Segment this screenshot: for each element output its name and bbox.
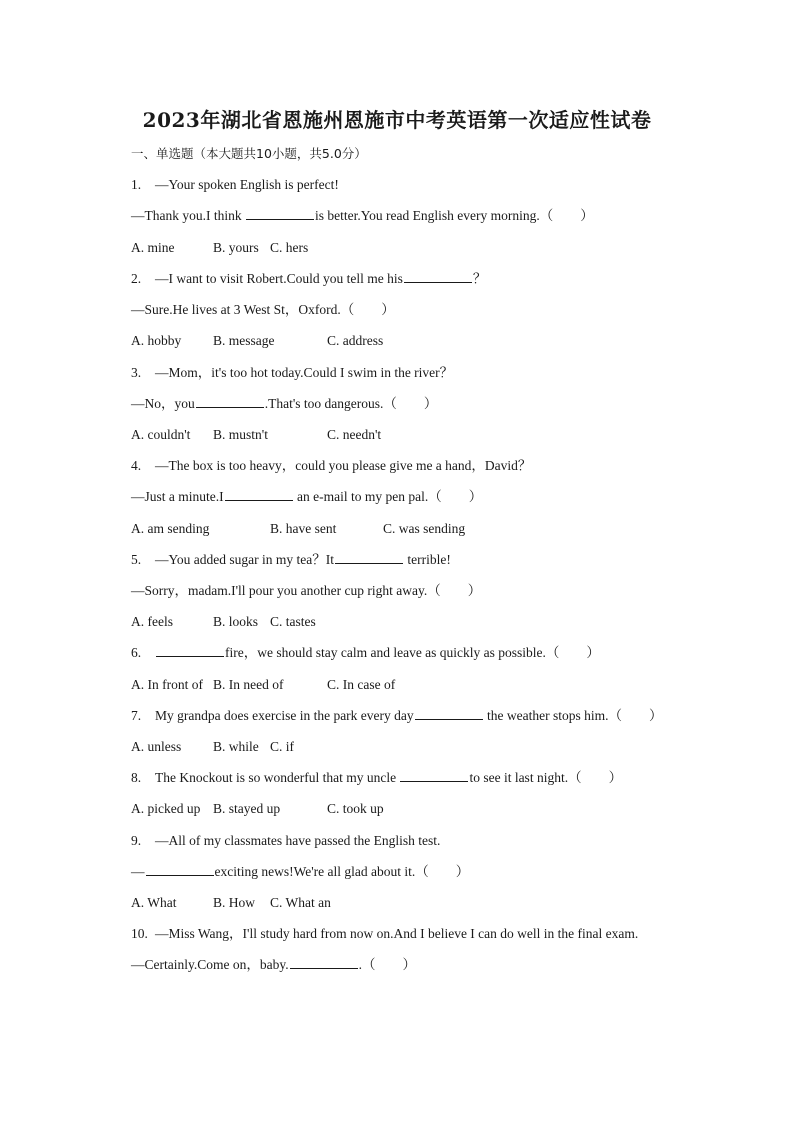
option-a[interactable]: A. couldn't <box>131 427 191 442</box>
option-b[interactable]: B. while <box>213 739 259 754</box>
option-b[interactable]: B. mustn't <box>213 427 268 442</box>
answer-blank[interactable] <box>404 270 472 283</box>
question-5-stem <box>131 551 451 569</box>
question-6-stem <box>131 644 600 662</box>
option-c[interactable]: C. In case of <box>327 677 396 692</box>
reply-text: —No，you <box>131 396 195 411</box>
option-a[interactable]: A. unless <box>131 739 182 754</box>
question-text: —You added sugar in my tea？It <box>155 552 334 567</box>
question-10-reply <box>131 956 416 974</box>
question-text: to see it last night.（ ） <box>469 770 623 785</box>
question-number: 2. <box>131 271 142 286</box>
question-number: 5. <box>131 552 142 567</box>
option-c[interactable]: C. needn't <box>327 427 382 442</box>
question-4-stem <box>131 457 531 475</box>
question-9-stem <box>131 832 440 850</box>
question-text: ？ <box>472 271 487 286</box>
option-b[interactable]: B. message <box>213 333 275 348</box>
question-3-reply <box>131 395 437 413</box>
answer-blank[interactable] <box>246 207 314 220</box>
option-a[interactable]: A. picked up <box>131 801 201 816</box>
question-number: 4. <box>131 458 142 473</box>
option-a[interactable]: A. feels <box>131 614 173 629</box>
question-10-stem <box>131 925 638 943</box>
option-a[interactable]: A. hobby <box>131 333 182 348</box>
question-number: 6. <box>131 645 142 660</box>
question-2-stem <box>131 270 486 288</box>
question-5-reply: —Sorry，madam.I'll pour you another cup right away.（ ） <box>131 583 482 598</box>
option-b[interactable]: B. have sent <box>270 521 337 536</box>
answer-blank[interactable] <box>290 956 358 969</box>
answer-blank[interactable] <box>146 863 214 876</box>
question-number: 3. <box>131 365 142 380</box>
option-a[interactable]: A. In front of <box>131 677 203 692</box>
question-text: The Knockout is so wonderful that my uncle <box>155 770 400 785</box>
option-c[interactable]: C. What an <box>270 895 331 910</box>
option-c[interactable]: C. if <box>270 739 295 754</box>
question-number: 9. <box>131 833 142 848</box>
reply-text: is better.You read English every morning.（ ） <box>315 208 594 223</box>
reply-text: —Just a minute.I <box>131 489 224 504</box>
reply-text: exciting news!We're all glad about it.（ ） <box>214 864 470 879</box>
reply-text: .（ ） <box>358 957 416 972</box>
answer-blank[interactable] <box>225 488 293 501</box>
question-text: terrible! <box>403 552 451 567</box>
option-b[interactable]: B. stayed up <box>213 801 281 816</box>
reply-text: an e-mail to my pen pal.（ ） <box>293 489 483 504</box>
option-c[interactable]: C. address <box>327 333 384 348</box>
reply-text: —Thank you.I think <box>131 208 245 223</box>
question-number: 7. <box>131 708 142 723</box>
option-a[interactable]: A. mine <box>131 240 175 255</box>
question-number: 10. <box>131 926 148 941</box>
question-3-stem <box>131 364 453 382</box>
reply-text: .That's too dangerous.（ ） <box>264 396 438 411</box>
answer-blank[interactable] <box>415 707 483 720</box>
answer-blank[interactable] <box>156 644 224 657</box>
option-a[interactable]: A. am sending <box>131 521 210 536</box>
answer-blank[interactable] <box>196 395 264 408</box>
answer-blank[interactable] <box>400 769 468 782</box>
option-b[interactable]: B. How <box>213 895 256 910</box>
option-b[interactable]: B. yours <box>213 240 259 255</box>
question-text: the weather stops him.（ ） <box>483 708 663 723</box>
question-9-reply <box>131 863 469 881</box>
option-b[interactable]: B. looks <box>213 614 259 629</box>
option-c[interactable]: C. took up <box>327 801 384 816</box>
question-text: —Mom，it's too hot today.Could I swim in the river？ <box>155 365 454 380</box>
question-number: 1. <box>131 177 142 192</box>
question-8-stem <box>131 769 622 787</box>
question-text: —I want to visit Robert.Could you tell me his <box>155 271 403 286</box>
question-4-reply <box>131 488 482 506</box>
question-number: 8. <box>131 770 142 785</box>
question-text: fire，we should stay calm and leave as quickly as possible.（ ） <box>225 645 600 660</box>
question-text: —Miss Wang，I'll study hard from now on.And I believe I can do well in the final exam. <box>155 926 639 941</box>
page-title: 2023年湖北省恩施州恩施市中考英语第一次适应性试卷 <box>142 108 652 132</box>
question-1-reply <box>131 207 594 225</box>
question-text: —The box is too heavy，could you please give me a hand，David？ <box>155 458 532 473</box>
question-text: —Your spoken English is perfect! <box>155 177 339 192</box>
option-b[interactable]: B. In need of <box>213 677 284 692</box>
question-text: My grandpa does exercise in the park every day <box>155 708 414 723</box>
option-c[interactable]: C. was sending <box>383 521 466 536</box>
question-7-stem <box>131 707 663 725</box>
reply-text: — <box>131 864 145 879</box>
question-text: —All of my classmates have passed the English test. <box>155 833 441 848</box>
reply-text: —Certainly.Come on，baby. <box>131 957 289 972</box>
answer-blank[interactable] <box>335 551 403 564</box>
option-c[interactable]: C. hers <box>270 240 309 255</box>
question-2-reply: —Sure.He lives at 3 West St，Oxford.（ ） <box>131 302 395 317</box>
option-c[interactable]: C. tastes <box>270 614 316 629</box>
question-1-stem <box>131 176 339 194</box>
section-heading: 一、单选题（本大题共10小题，共5.0分） <box>131 146 367 161</box>
option-a[interactable]: A. What <box>131 895 177 910</box>
